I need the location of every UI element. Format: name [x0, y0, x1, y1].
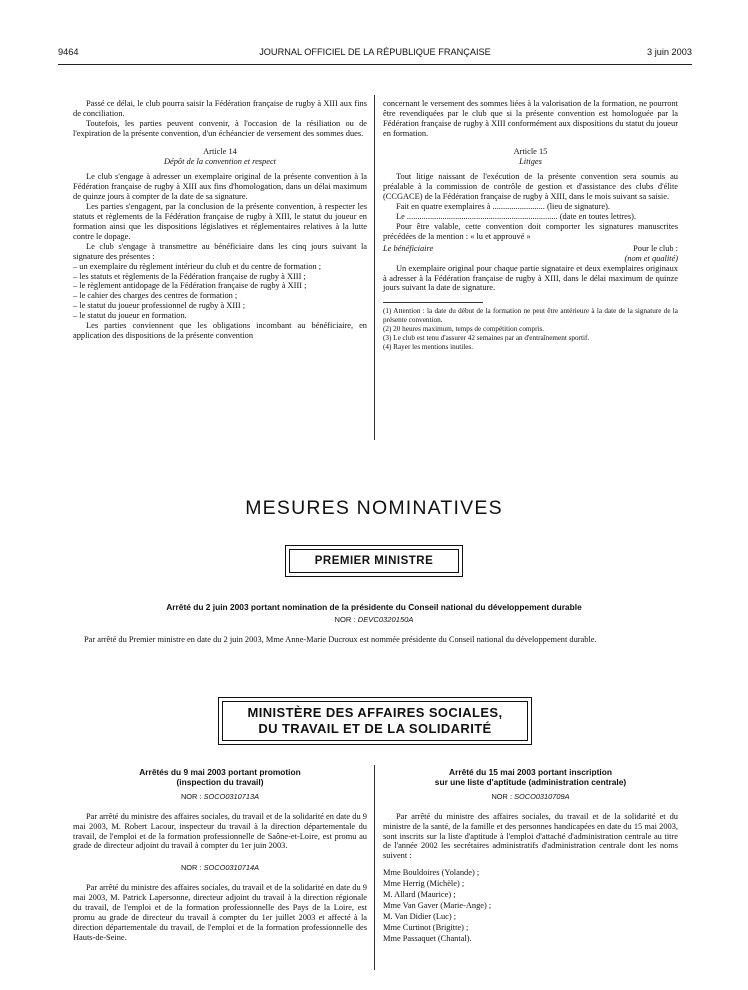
article-subtitle: Litiges: [519, 156, 542, 166]
issue-date: 3 juin 2003: [647, 47, 692, 57]
nor-label: NOR :: [491, 791, 515, 801]
header-rule: [58, 64, 692, 65]
right-column-top: [383, 99, 678, 352]
nor-reference: [73, 792, 367, 802]
nor-code: SOCO0310714A: [203, 863, 260, 873]
list-item: – le statut du joueur en formation.: [73, 311, 187, 321]
footnotes: [383, 307, 678, 352]
paragraph: concernant le versement des sommes liées à la valorisation de la formation, ne pourront être revendiquées par le club que si la présente convention est homologuée par la Fédération française de rugby à XIII conformément aux dispositions du statut du joueur en formation.: [383, 99, 678, 138]
ministry-box-affaires-sociales: [222, 701, 528, 741]
paragraph: Toutefois, les parties peuvent convenir, à l'occasion de la résiliation ou de l'expiration de la présente convention, d'un échéancier de versement des sommes dues.: [73, 118, 367, 138]
list-item: M. Van Didier (Luc) ;: [383, 912, 457, 922]
ministry-name-line2: DU TRAVAIL ET DE LA SOLIDARITÉ: [258, 721, 492, 736]
footnote: (3) Le club est tenu d'assurer 42 semaines par an d'entraînement sportif.: [383, 334, 590, 343]
article-subtitle: Dépôt de la convention et respect: [163, 156, 276, 166]
paragraph: Par arrêté du ministre des affaires sociales, du travail et de la solidarité en date du 9 mai 2003, M. Robert Lacour, inspecteur du travail à la direction départementale du travail, de l'emploi et de la formation professionnelle de Saône-et-Loire, est promu au grade de directeur adjoint du travail à compter du 1er juin 2003.: [73, 811, 367, 851]
column-divider: [374, 765, 375, 970]
arrete-title: Arrêté du 2 juin 2003 portant nomination de la présidente du Conseil national du développement durable: [166, 602, 582, 612]
footnote: (1) Attention : la date du début de la formation ne peut être antérieure à la date de la signature de la présente convention.: [383, 307, 678, 325]
journal-title: JOURNAL OFFICIEL DE LA RÉPUBLIQUE FRANÇAISE: [259, 47, 491, 57]
column-divider: [374, 95, 375, 440]
nor-reference: [73, 863, 367, 873]
list-item: Mme Passaquet (Chantal).: [383, 934, 472, 944]
paragraph: Les parties conviennent que les obligations incombant au bénéficiaire, en application des dispositions de la présente convention: [73, 321, 367, 340]
ministry-box-premier-ministre: PREMIER MINISTRE: [289, 549, 459, 573]
paragraph: Par arrêté du Premier ministre en date du 2 juin 2003, Mme Anne-Marie Ducroux est nommée présidente du Conseil national du développement durable.: [84, 635, 597, 644]
footnote-rule: [383, 302, 483, 303]
nor-reference: [0, 615, 748, 624]
paragraph: Tout litige naissant de l'exécution de la présente convention sera soumis au préalable à la commission de contrôle de gestion et d'assistance des clubs d'élite (CCGACE) de la Fédération française de rugby à XIII, dans le mois suivant sa saisie.: [383, 172, 678, 202]
article-heading: Article 15: [513, 146, 548, 156]
left-column-bottom: [73, 768, 367, 943]
paragraph: Le club s'engage à adresser un exemplaire original de la présente convention à la Fédération française de rugby à XIII aux fins d'homologation, dans un délai maximum de quinze jours à compter de la date de sa signature.: [73, 172, 367, 202]
list-item: Mme Bouldoires (Yolande) ;: [383, 868, 480, 878]
nor-label: NOR :: [334, 615, 358, 624]
paragraph: Un exemplaire original pour chaque partie signataire et deux exemplaires originaux à adresser à la Fédération française de rugby à XIII, dans le délai maximum de quinze jours suivant la date de signature.: [383, 263, 678, 293]
page-header: [58, 47, 692, 61]
list-item: – le cahier des charges des centres de formation ;: [73, 291, 238, 301]
footnote: (4) Rayer les mentions inutiles.: [383, 343, 474, 352]
paragraph: Pour être valable, cette convention doit comporter les signatures manuscrites précédées de la mention : « lu et approuvé »: [383, 221, 678, 241]
list-item: – le règlement antidopage de la Fédération française de rugby à XIII ;: [73, 281, 307, 291]
list-item: M. Allard (Maurice) ;: [383, 890, 456, 900]
list-item: Mme Herrig (Michèle) ;: [383, 879, 465, 889]
ministry-name-line1: MINISTÈRE DES AFFAIRES SOCIALES,: [247, 705, 503, 720]
left-column-top: [73, 99, 367, 341]
paragraph: Le club s'engage à transmettre au bénéficiaire dans les cinq jours suivant la signature des présentes :: [73, 241, 367, 261]
list-item: – le statut du joueur professionnel de rugby à XIII ;: [73, 301, 246, 311]
nor-label: NOR :: [180, 791, 204, 801]
article-heading: Article 14: [203, 146, 237, 156]
list-item: Mme Curtinot (Brigitte) ;: [383, 923, 469, 933]
names-list: [383, 867, 678, 944]
nor-code: DEVC0320150A: [357, 615, 414, 624]
section-title: MESURES NOMINATIVES: [245, 497, 503, 519]
list-item: – les statuts et règlements de la Fédération française de rugby à XIII ;: [73, 271, 306, 281]
beneficiary-label: Le bénéficiaire: [383, 243, 434, 253]
right-column-bottom: [383, 768, 678, 944]
arrete-subtitle: (inspection du travail): [176, 776, 264, 787]
paragraph: Par arrêté du ministre des affaires sociales, du travail et de la solidarité et du ministre de la santé, de la famille et des personnes handicapées en date du 15 mai 2003, sont inscrits sur la liste d'aptitude à l'emploi d'attaché d'administration centrale au titre de l'année 2002 les secrétaires administratifs d'administration centrale dont les noms suivent :: [383, 811, 678, 861]
arrete-title: Arrêté du 15 mai 2003 portant inscription: [449, 767, 612, 777]
nor-label: NOR :: [180, 863, 204, 873]
arrete-subtitle: sur une liste d'aptitude (administration centrale): [434, 776, 627, 787]
paragraph: Fait en quatre exemplaires à ......................... (lieu de signature).: [396, 202, 610, 212]
nor-reference: [383, 792, 678, 802]
signature-block: [383, 244, 678, 254]
footnote: (2) 20 heures maximum, temps de compétition compris.: [383, 325, 545, 334]
page-number: 9464: [58, 47, 79, 57]
paragraph: Passé ce délai, le club pourra saisir la Fédération française de rugby à XIII aux fins de conciliation.: [73, 99, 367, 118]
nor-code: SOCO0310713A: [203, 791, 260, 801]
paragraph: Le ........................................................................ (date en toutes lettres).: [396, 212, 637, 222]
paragraph: Par arrêté du ministre des affaires sociales, du travail et de la solidarité en date du 9 mai 2003, M. Patrick Lapersonne, directeur adjoint du travail à la direction régionale du travail, de l'emploi et de la formation professionnelle des Pays de la Loire, est promu au grade de directeur du travail à compter du 1er juillet 2003 et affecté à la direction départementale du travail, de l'emploi et de la formation professionnelle des Hauts-de-Seine.: [73, 883, 367, 942]
list-item: Mme Van Gaver (Marie-Ange) ;: [383, 901, 492, 911]
paragraph: Les parties s'engagent, par la conclusion de la présente convention, à respecter les statuts et règlements de la Fédération française de rugby à XIII, le statut du joueur en formation ainsi que les dispositions législatives et réglementaires relatives à la lutte contre le dopage.: [73, 202, 367, 241]
club-label: Pour le club :: [633, 243, 678, 253]
nor-code: SOCO0310709A: [514, 791, 570, 801]
document-list: [73, 262, 367, 321]
list-item: – un exemplaire du règlement intérieur du club et du centre de formation ;: [73, 261, 322, 271]
arrete-title: Arrêtés du 9 mai 2003 portant promotion: [139, 767, 301, 777]
name-quality-label: (nom et qualité): [624, 253, 678, 263]
